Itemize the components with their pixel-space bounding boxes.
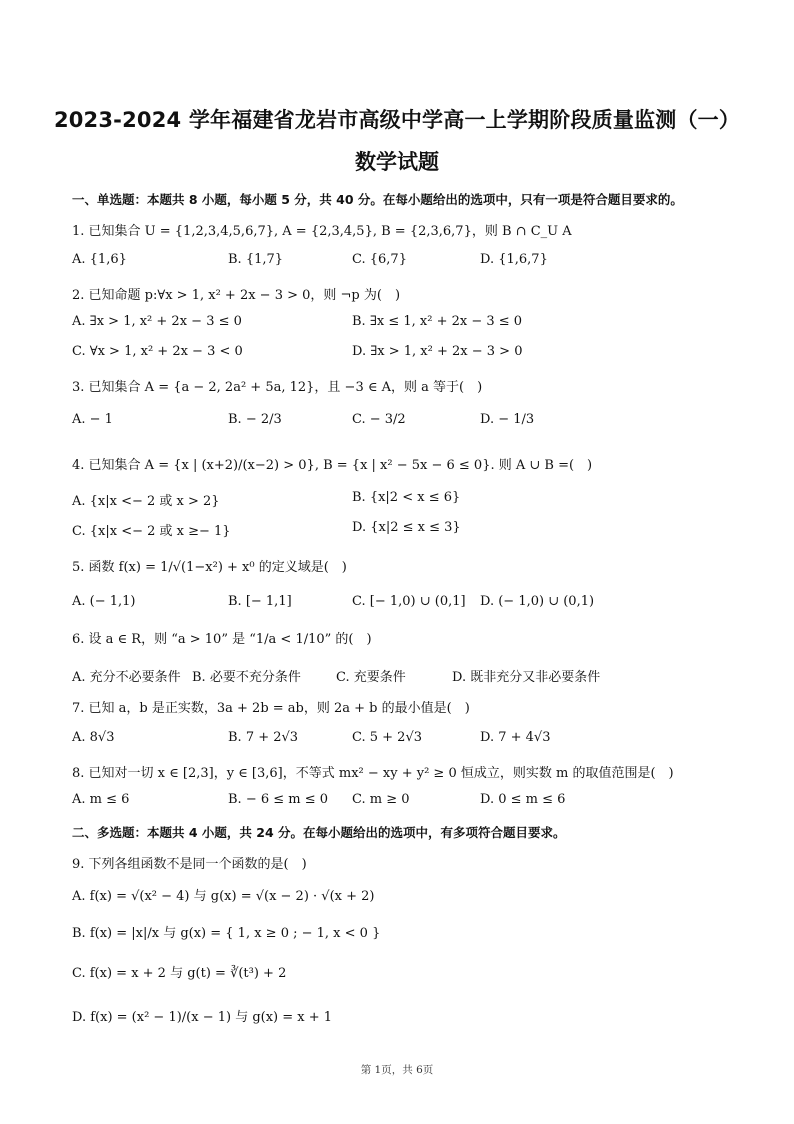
- question-8-option-d[interactable]: D. 0 ≤ m ≤ 6: [480, 792, 566, 807]
- question-2-option-a[interactable]: A. ∃x > 1, x² + 2x − 3 ≤ 0: [72, 314, 242, 329]
- exam-title: 2023-2024 学年福建省龙岩市高级中学高一上学期阶段质量监测（一）: [53, 108, 741, 132]
- page-footer: 第 1页，共 6页: [360, 1064, 434, 1076]
- question-2-option-b[interactable]: B. ∃x ≤ 1, x² + 2x − 3 ≤ 0: [352, 314, 523, 329]
- question-1-option-c[interactable]: C. {6,7}: [352, 252, 407, 267]
- question-2-stem: 2. 已知命题 p:∀x > 1, x² + 2x − 3 > 0，则 ¬p 为( ): [72, 288, 401, 303]
- question-6-option-d[interactable]: D. 既非充分又非必要条件: [452, 670, 601, 685]
- question-2-option-d[interactable]: D. ∃x > 1, x² + 2x − 3 > 0: [352, 344, 523, 359]
- question-8-option-c[interactable]: C. m ≥ 0: [352, 792, 410, 807]
- question-3-stem: 3. 已知集合 A = {a − 2, 2a² + 5a, 12}，且 −3 ∈ A，则 a 等于( ): [72, 380, 483, 395]
- section-single-choice: 一、单选题：本题共 8 小题，每小题 5 分，共 40 分。在每小题给出的选项中，只有一项是符合题目要求的。: [72, 192, 683, 207]
- question-8-stem: 8. 已知对一切 x ∈ [2,3]，y ∈ [3,6]，不等式 mx² − xy + y² ≥ 0 恒成立，则实数 m 的取值范围是( ): [72, 766, 674, 781]
- question-8-option-a[interactable]: A. m ≤ 6: [72, 792, 130, 807]
- question-1-option-a[interactable]: A. {1,6}: [72, 252, 127, 267]
- question-6-option-c[interactable]: C. 充要条件: [336, 670, 406, 685]
- question-4-stem: 4. 已知集合 A = {x | (x+2)/(x−2) > 0}, B = {x | x² − 5x − 6 ≤ 0}. 则 A ∪ B =( ): [72, 458, 593, 473]
- question-7-option-b[interactable]: B. 7 + 2√3: [228, 730, 299, 745]
- question-9-option-c[interactable]: C. f(x) = x + 2 与 g(t) = ∛(t³) + 2: [72, 966, 287, 981]
- question-9-stem: 9. 下列各组函数不是同一个函数的是( ): [72, 857, 307, 872]
- section-multiple-choice: 二、多选题：本题共 4 小题，共 24 分。在每小题给出的选项中，有多项符合题目要求。: [72, 825, 566, 840]
- question-4-option-a[interactable]: A. {x|x <− 2 或 x > 2}: [72, 494, 220, 509]
- question-1-stem: 1. 已知集合 U = {1,2,3,4,5,6,7}, A = {2,3,4,5}, B = {2,3,6,7}，则 B ∩ C_U A: [72, 224, 572, 239]
- question-5-option-a[interactable]: A. (− 1,1): [72, 594, 136, 609]
- question-9-option-b[interactable]: B. f(x) = |x|/x 与 g(x) = { 1, x ≥ 0 ; − 1, x < 0 }: [72, 926, 381, 941]
- question-5-option-c[interactable]: C. [− 1,0) ∪ (0,1]: [352, 594, 466, 609]
- question-7-option-d[interactable]: D. 7 + 4√3: [480, 730, 551, 745]
- question-7-option-c[interactable]: C. 5 + 2√3: [352, 730, 423, 745]
- question-7-option-a[interactable]: A. 8√3: [72, 730, 115, 745]
- question-7-stem: 7. 已知 a，b 是正实数，3a + 2b = ab，则 2a + b 的最小值是( ): [72, 701, 470, 716]
- question-8-option-b[interactable]: B. − 6 ≤ m ≤ 0: [228, 792, 329, 807]
- question-6-option-b[interactable]: B. 必要不充分条件: [192, 670, 301, 685]
- question-3-option-d[interactable]: D. − 1/3: [480, 412, 535, 427]
- question-9-option-d[interactable]: D. f(x) = (x² − 1)/(x − 1) 与 g(x) = x + 1: [72, 1010, 333, 1025]
- question-9-option-a[interactable]: A. f(x) = √(x² − 4) 与 g(x) = √(x − 2) · √(x + 2): [72, 889, 375, 904]
- question-1-option-d[interactable]: D. {1,6,7}: [480, 252, 548, 267]
- question-6-stem: 6. 设 a ∈ R，则 “a > 10” 是 “1/a < 1/10” 的( ): [72, 632, 372, 647]
- question-3-option-b[interactable]: B. − 2/3: [228, 412, 282, 427]
- question-4-option-b[interactable]: B. {x|2 < x ≤ 6}: [352, 490, 461, 505]
- question-5-option-d[interactable]: D. (− 1,0) ∪ (0,1): [480, 594, 595, 609]
- question-4-option-c[interactable]: C. {x|x <− 2 或 x ≥− 1}: [72, 524, 231, 539]
- question-2-option-c[interactable]: C. ∀x > 1, x² + 2x − 3 < 0: [72, 344, 243, 359]
- question-6-option-a[interactable]: A. 充分不必要条件: [72, 670, 181, 685]
- question-1-option-b[interactable]: B. {1,7}: [228, 252, 284, 267]
- question-3-option-a[interactable]: A. − 1: [72, 412, 113, 427]
- question-5-stem: 5. 函数 f(x) = 1/√(1−x²) + x⁰ 的定义域是( ): [72, 560, 347, 575]
- question-5-option-b[interactable]: B. [− 1,1]: [228, 594, 292, 609]
- question-4-option-d[interactable]: D. {x|2 ≤ x ≤ 3}: [352, 520, 461, 535]
- question-3-option-c[interactable]: C. − 3/2: [352, 412, 406, 427]
- exam-subtitle: 数学试题: [355, 150, 439, 174]
